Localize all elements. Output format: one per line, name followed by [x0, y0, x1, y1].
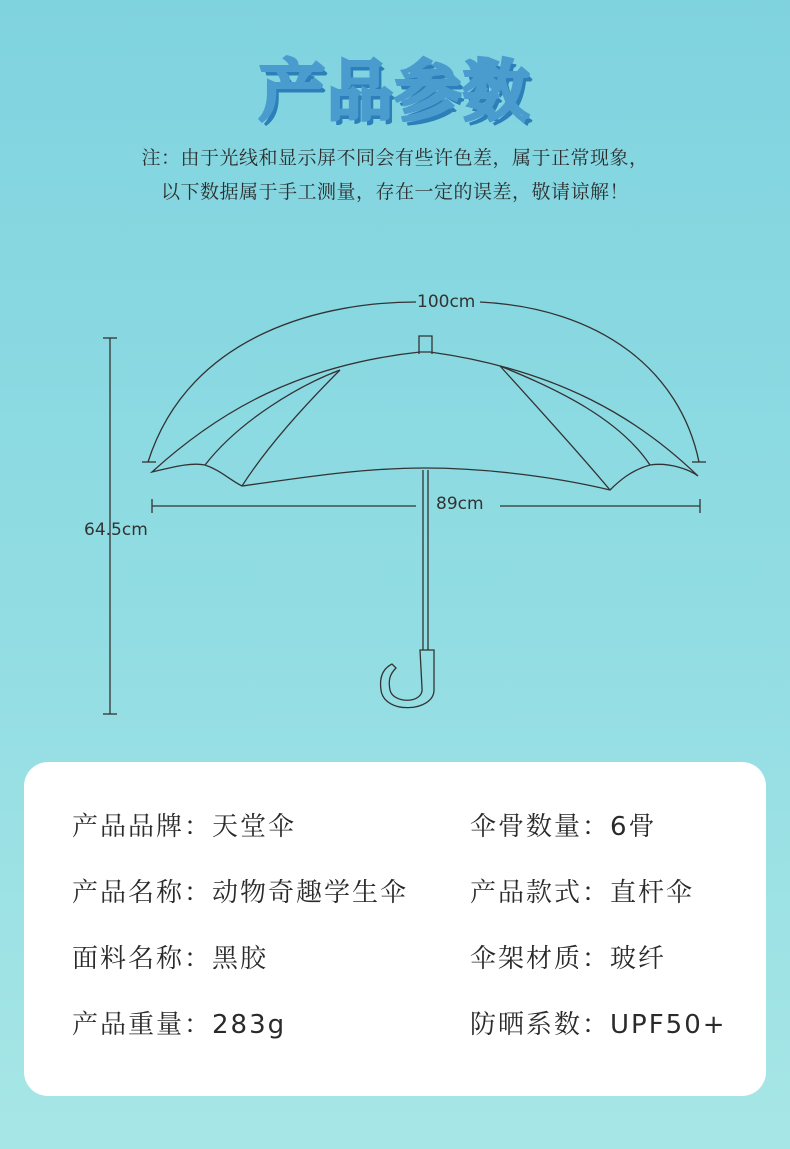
arc-dimension-line-right	[480, 302, 699, 462]
arc-dimension-line	[148, 302, 416, 462]
disclaimer-line-2: 以下数据属于手工测量，存在一定的误差，敬请谅解！	[160, 181, 629, 203]
spec-card	[24, 762, 766, 1096]
spec-rib-count: 伞骨数量：6骨	[470, 812, 657, 842]
width-label: 89cm	[436, 494, 484, 514]
umbrella-handle	[381, 650, 434, 708]
umbrella-tip	[419, 336, 432, 354]
spec-fabric: 面料名称：黑胶	[72, 944, 269, 974]
umbrella-rib	[242, 370, 340, 486]
umbrella-canopy	[152, 352, 698, 490]
spec-style: 产品款式：直杆伞	[470, 878, 695, 908]
spec-brand: 产品品牌：天堂伞	[72, 812, 297, 842]
height-label: 64.5cm	[84, 520, 148, 540]
spec-product-name: 产品名称：动物奇趣学生伞	[72, 878, 409, 908]
disclaimer-line-1: 注：由于光线和显示屏不同会有些许色差，属于正常现象，	[141, 147, 649, 169]
umbrella-diagram	[0, 280, 790, 730]
spec-weight: 产品重量：283g	[72, 1010, 287, 1040]
page-title: 产品参数	[259, 53, 531, 130]
spec-uv-protection: 防晒系数：UPF50+	[470, 1010, 727, 1040]
arc-length-label: 100cm	[417, 292, 476, 312]
umbrella-rib	[500, 366, 610, 490]
spec-frame-material: 伞架材质：玻纤	[470, 944, 667, 974]
umbrella-rib	[205, 370, 340, 465]
